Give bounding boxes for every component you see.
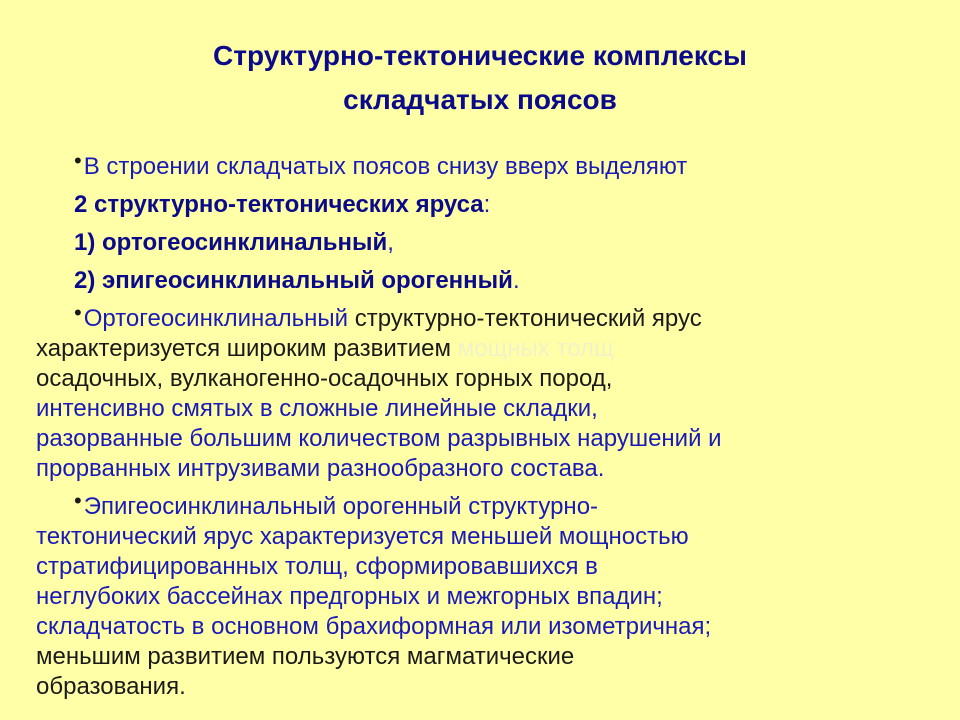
slide-body [36,148,956,710]
p2-line-d: интенсивно смятых в сложные линейные складки, [36,395,598,422]
title-line-2: складчатых поясов [343,84,617,115]
p2-line-e: разорванные большим количеством разрывных нарушений и [36,425,722,452]
p3-line-e: складчатость в основном брахиформная или изометричная; [36,613,712,640]
p3-line-b: тектонический ярус характеризуется меньшей мощностью [36,523,689,550]
p3-line-d: неглубоких бассейнах предгорных и межгорных впадин; [36,583,663,610]
bullet-icon: • [74,488,82,513]
p1-line-1: •В строении складчатых поясов снизу вверх выделяют [74,148,688,180]
slide-title [0,34,960,122]
bullet-icon: • [74,300,82,325]
p3-line-g: образования. [36,673,186,700]
p2-line-f: прорванных интрузивами разнообразного состава. [36,455,605,482]
p1-line-2: 2 структурно-тектонических яруса: [74,191,491,218]
p1-line-4: 2) эпигеосинклинальный орогенный. [74,267,520,294]
paragraph-2 [36,300,956,484]
p2-line-a: •Ортогеосинклинальный структурно-тектонический ярус [74,300,702,332]
title-line-1: Структурно-тектонические комплексы [213,40,747,71]
p2-line-b: характеризуется широким развитием мощных толщ [36,335,614,362]
p3-line-f: меньшим развитием пользуются магматические [36,643,575,670]
p1-line-3: 1) ортогеосинклинальный, [74,229,394,256]
p3-line-a: •Эпигеосинклинальный орогенный структурно- [74,488,599,520]
paragraph-3 [36,488,956,702]
bullet-icon: • [74,148,82,173]
paragraph-1 [36,148,956,296]
p3-line-c: стратифицированных толщ, сформировавшихся в [36,553,598,580]
p2-line-c: осадочных, вулканогенно-осадочных горных пород, [36,365,613,392]
